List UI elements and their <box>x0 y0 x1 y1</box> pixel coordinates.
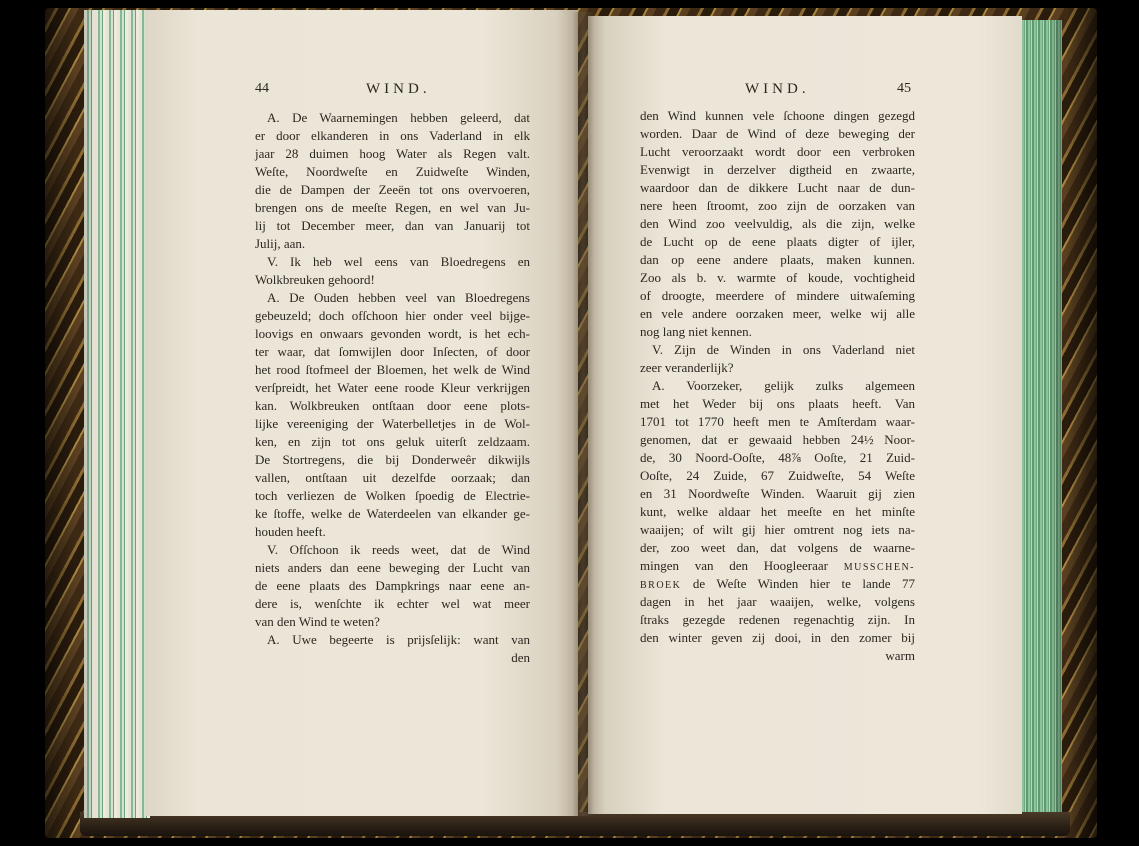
author-name-small-caps: BROEK <box>640 580 682 591</box>
text-line: A. De Waarnemingen hebben geleerd, dat <box>267 110 530 125</box>
text-line: niets anders dan eene beweging der Lucht van <box>255 560 530 575</box>
text-line: V. Ofſchoon ik reeds weet, dat de Wind <box>267 542 530 557</box>
text-line: het rood ſtofmeel der Bloemen, het welk de Wind <box>255 362 530 377</box>
author-name-small-caps: MUSSCHEN- <box>843 562 915 573</box>
text-line <box>640 557 915 575</box>
text-line: genomen, dat er gewaaid hebben 24½ Noor- <box>640 432 915 447</box>
left-page-text <box>255 109 530 667</box>
text-fragment: de Weſte Winden hier te lande 77 <box>692 576 916 591</box>
text-line: ken, en zijn tot ons geluk uiterſt zeldzaam. <box>255 434 530 449</box>
text-line: V. Ik heb wel eens van Bloedregens en <box>267 254 530 269</box>
text-line: toch verliezen de Wolken ſpoedig de Electrie- <box>255 488 530 503</box>
text-line: jaar 28 duimen hoog Water als Regen valt. <box>255 146 530 161</box>
text-line: waaijen; of wilt gij hier omtrent nog iets na- <box>640 522 915 537</box>
left-page-edges <box>84 10 150 818</box>
text-line: kan. Wolkbreuken ontſtaan door eene plots- <box>255 398 530 413</box>
left-page-number: 44 <box>255 81 269 96</box>
text-line: nog lang niet kennen. <box>640 324 752 339</box>
text-line: V. Zijn de Winden in ons Vaderland niet <box>652 342 915 357</box>
text-line: de Lucht op de eene plaats digter of ijler, <box>640 234 915 249</box>
text-line: en vele andere oorzaken meer, welke wij alle <box>640 306 915 321</box>
text-line: die de Dampen der Zeeën tot ons overvoeren, <box>255 182 530 197</box>
text-line: vallen, ontſtaan uit dezelfde oorzaak; dan <box>255 470 530 485</box>
text-line: van den Wind te weten? <box>255 614 380 629</box>
text-line: houden heeft. <box>255 524 326 539</box>
right-running-head: WIND. <box>745 81 810 97</box>
book-gutter <box>572 12 594 816</box>
text-line: kunt, welke aldaar het meeſte en het minſte <box>640 504 915 519</box>
text-line: worden. Daar de Wind of deze beweging der <box>640 126 915 141</box>
text-line: Zoo als b. v. warmte of koude, vochtigheid <box>640 270 915 285</box>
text-line: A. Voorzeker, gelijk zulks algemeen <box>652 378 915 393</box>
text-line: of droogte, meerdere of mindere uitwaſeming <box>640 288 915 303</box>
left-running-head: WIND. <box>366 81 431 97</box>
text-line: dan op eene andere plaats, maken kunnen. <box>640 252 915 267</box>
text-line: A. Uwe begeerte is prijsſelijk: want van <box>267 632 530 647</box>
text-line: De Stortregens, die bij Donderweêr dikwijls <box>255 452 530 467</box>
text-line: gebeuzeld; doch ofſchoon hier onder veel bijge- <box>255 308 530 323</box>
text-line: loovigs en onwaars gevonden wordt, is het ech- <box>255 326 530 341</box>
text-line: dagen in het jaar waaijen, welke, volgens <box>640 594 915 609</box>
text-line: ſtraks gezegde redenen regenachtig zijn. In <box>640 612 915 627</box>
text-line: A. De Ouden hebben veel van Bloedregens <box>267 290 530 305</box>
text-line: nere heen ſtroomt, zoo zijn de oorzaken van <box>640 198 915 213</box>
text-line: lij tot December meer, dan van Januarij tot <box>255 218 530 233</box>
text-line: brengen ons de meeſte Regen, en wel van Ju- <box>255 200 530 215</box>
text-line: den Wind kunnen vele ſchoone dingen gezegd <box>640 108 915 123</box>
text-line: Evenwigt in derzelver digtheid en zwaarte, <box>640 162 915 177</box>
text-line: de, 30 Noord-Ooſte, 48⅞ Ooſte, 21 Zuid- <box>640 450 915 465</box>
text-line: der, zoo weet dan, dat volgens de waarne- <box>640 540 915 555</box>
text-line: den winter geven zij dooi, in den zomer bij <box>640 630 915 645</box>
right-page-edges <box>1020 20 1062 812</box>
catchword: warm <box>885 648 915 663</box>
text-line: de eene plaats des Dampkrings naar eene an- <box>255 578 530 593</box>
right-page-text <box>640 107 915 665</box>
text-line: Wolkbreuken gehoord! <box>255 272 375 287</box>
text-line: er door elkanderen in ons Vaderland in elk <box>255 128 530 143</box>
text-line: zeer veranderlijk? <box>640 360 734 375</box>
right-page-number: 45 <box>897 81 911 96</box>
text-line: Weſte, Noordweſte en Zuidweſte Winden, <box>255 164 530 179</box>
text-line: Julij, aan. <box>255 236 306 251</box>
text-line: waardoor dan de dikkere Lucht naar de dun- <box>640 180 915 195</box>
text-line: lijke vereeniging der Waterbelletjes in de Wol- <box>255 416 530 431</box>
text-line: Ooſte, 24 Zuide, 67 Zuidweſte, 54 Weſte <box>640 468 915 483</box>
text-line <box>640 575 915 593</box>
text-line: den Wind zoo veelvuldig, als die zijn, welke <box>640 216 915 231</box>
text-line: met het Weder bij ons plaats heeft. Van <box>640 396 915 411</box>
catchword: den <box>511 650 530 665</box>
text-line: 1701 tot 1770 heeft men te Amſterdam waar- <box>640 414 915 429</box>
text-line: verſpreidt, het Water eene roode Kleur verkrijgen <box>255 380 530 395</box>
text-line: Lucht veroorzaakt wordt door een verbroken <box>640 144 915 159</box>
text-line: ke ſtoffe, welke de Waterdeelen van elkander ge- <box>255 506 530 521</box>
text-line: ter waar, dat ſomwijlen door Inſecten, of door <box>255 344 530 359</box>
text-fragment: mingen van den Hoogleeraar <box>640 558 828 573</box>
text-line: en 31 Noordweſte Winden. Waaruit gij zien <box>640 486 915 501</box>
text-line: dere is, wenſchte ik echter wel wat meer <box>255 596 530 611</box>
